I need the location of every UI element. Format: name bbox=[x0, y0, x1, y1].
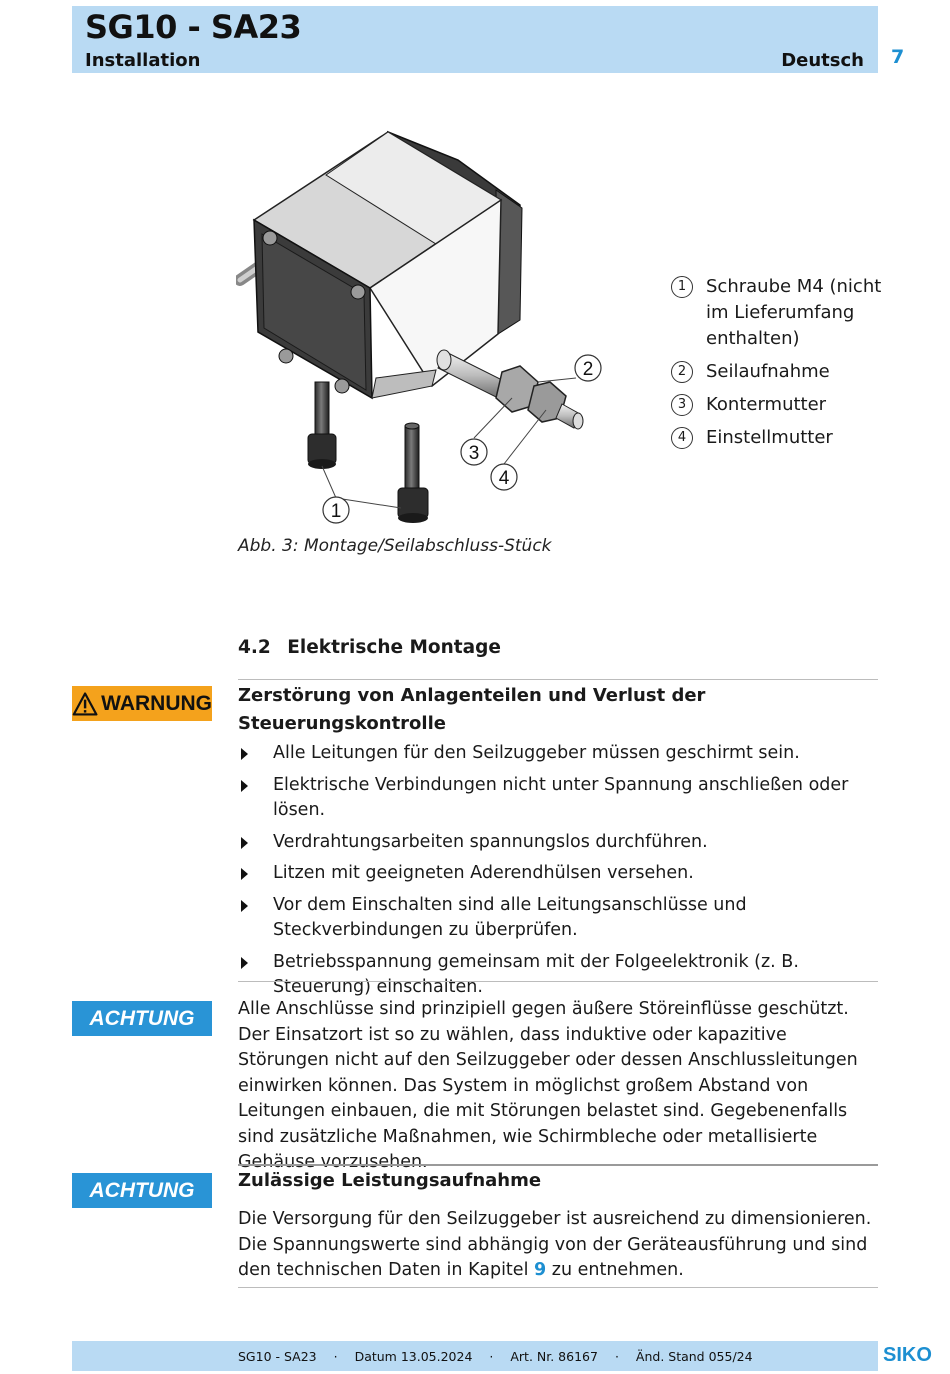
legend-label: Seilaufnahme bbox=[706, 361, 830, 382]
page-number: 7 bbox=[891, 46, 905, 68]
legend-item bbox=[671, 425, 891, 451]
list-item: Betriebsspannung gemeinsam mit der Folgeelektronik (z. B. Steuerung) einschalten. bbox=[238, 950, 883, 1001]
footer-separator: · bbox=[614, 1349, 619, 1364]
warning-triangle-icon bbox=[72, 690, 98, 718]
figure-legend bbox=[671, 274, 891, 458]
legend-label: Schraube M4 (nicht im Lieferumfang enthalten) bbox=[706, 276, 882, 349]
language-label: Deutsch bbox=[781, 50, 864, 71]
footer-separator: · bbox=[333, 1349, 338, 1364]
legend-number: 2 bbox=[671, 361, 693, 383]
section-title: Elektrische Montage bbox=[287, 637, 501, 658]
callout-1-label: 1 bbox=[330, 501, 342, 522]
power-notice-text: Die Versorgung für den Seilzuggeber ist ausreichend zu dimensionieren. Die Spannungswerte sind abhängig von der Geräteausführung und sind den technischen Daten in Kapitel 9 zu entnehmen. bbox=[238, 1209, 872, 1280]
arrow-right-icon bbox=[241, 868, 248, 880]
legend-item bbox=[671, 392, 891, 418]
arrow-right-icon bbox=[241, 900, 248, 912]
warning-list bbox=[238, 741, 883, 1001]
divider bbox=[238, 679, 878, 680]
divider bbox=[238, 1287, 878, 1288]
section-number: 4.2 bbox=[238, 637, 271, 658]
document-title: SG10 - SA23 bbox=[85, 8, 302, 46]
notice-text: Alle Anschlüsse sind prinzipiell gegen äußere Störeinflüsse geschützt. Der Einsatzort ist so zu wählen, dass induktive oder kapazitive Störungen nicht auf den Seilzuggeber oder dessen Anschlussleitungen einwirken können. Das System in möglichst großem Abstand von Leitungen einbauen, die mit Störungen belastet sind. Gegebenenfalls sind zusätzliche Maßnahmen, wie Schirmbleche oder metallisierte Gehäuse vorzusehen. bbox=[238, 999, 858, 1172]
legend-number: 1 bbox=[671, 276, 693, 298]
siko-logo: SIKO bbox=[883, 1344, 932, 1366]
chapter-title: Installation bbox=[85, 50, 201, 71]
arrow-right-icon bbox=[241, 748, 248, 760]
legend-number: 4 bbox=[671, 427, 693, 449]
footer-info bbox=[238, 1349, 753, 1364]
callout-2-label: 2 bbox=[582, 359, 594, 380]
warning-badge bbox=[72, 686, 212, 721]
page-header bbox=[72, 6, 878, 73]
callout-3-label: 3 bbox=[468, 443, 480, 464]
notice-badge: ACHTUNG bbox=[72, 1173, 212, 1208]
legend-label: Kontermutter bbox=[706, 394, 827, 415]
footer-separator: · bbox=[489, 1349, 494, 1364]
list-item: Verdrahtungsarbeiten spannungslos durchführen. bbox=[238, 830, 883, 856]
figure-caption: Abb. 3: Montage/Seilabschluss-Stück bbox=[238, 536, 552, 556]
power-notice-block bbox=[238, 1167, 883, 1284]
chapter-link[interactable]: 9 bbox=[534, 1260, 547, 1280]
mounting-figure bbox=[236, 120, 616, 530]
divider bbox=[238, 1164, 878, 1166]
section-heading bbox=[238, 637, 501, 658]
mounting-drawing bbox=[236, 120, 616, 530]
footer-product: SG10 - SA23 bbox=[238, 1349, 317, 1364]
list-item: Elektrische Verbindungen nicht unter Spannung anschließen oder lösen. bbox=[238, 773, 883, 824]
page-footer bbox=[72, 1341, 878, 1371]
legend-number: 3 bbox=[671, 394, 693, 416]
warning-badge-label: WARNUNG bbox=[101, 691, 212, 715]
notice-badge: ACHTUNG bbox=[72, 1001, 212, 1036]
footer-date: Datum 13.05.2024 bbox=[354, 1349, 473, 1364]
list-item: Alle Leitungen für den Seilzuggeber müssen geschirmt sein. bbox=[238, 741, 883, 767]
list-item: Litzen mit geeigneten Aderendhülsen versehen. bbox=[238, 861, 883, 887]
warning-heading: Zerstörung von Anlagenteilen und Verlust der Steuerungskontrolle bbox=[238, 685, 706, 734]
arrow-right-icon bbox=[241, 957, 248, 969]
arrow-right-icon bbox=[241, 837, 248, 849]
legend-item bbox=[671, 359, 891, 385]
list-item: Vor dem Einschalten sind alle Leitungsanschlüsse und Steckverbindungen zu überprüfen. bbox=[238, 893, 883, 944]
power-notice-heading: Zulässige Leistungsaufnahme bbox=[238, 1170, 542, 1191]
footer-article: Art. Nr. 86167 bbox=[510, 1349, 598, 1364]
footer-revision: Änd. Stand 055/24 bbox=[635, 1349, 753, 1364]
divider bbox=[238, 981, 878, 982]
arrow-right-icon bbox=[241, 780, 248, 792]
legend-label: Einstellmutter bbox=[706, 427, 833, 448]
legend-item bbox=[671, 274, 891, 352]
callout-4-label: 4 bbox=[498, 468, 510, 489]
warning-block bbox=[238, 682, 883, 1007]
